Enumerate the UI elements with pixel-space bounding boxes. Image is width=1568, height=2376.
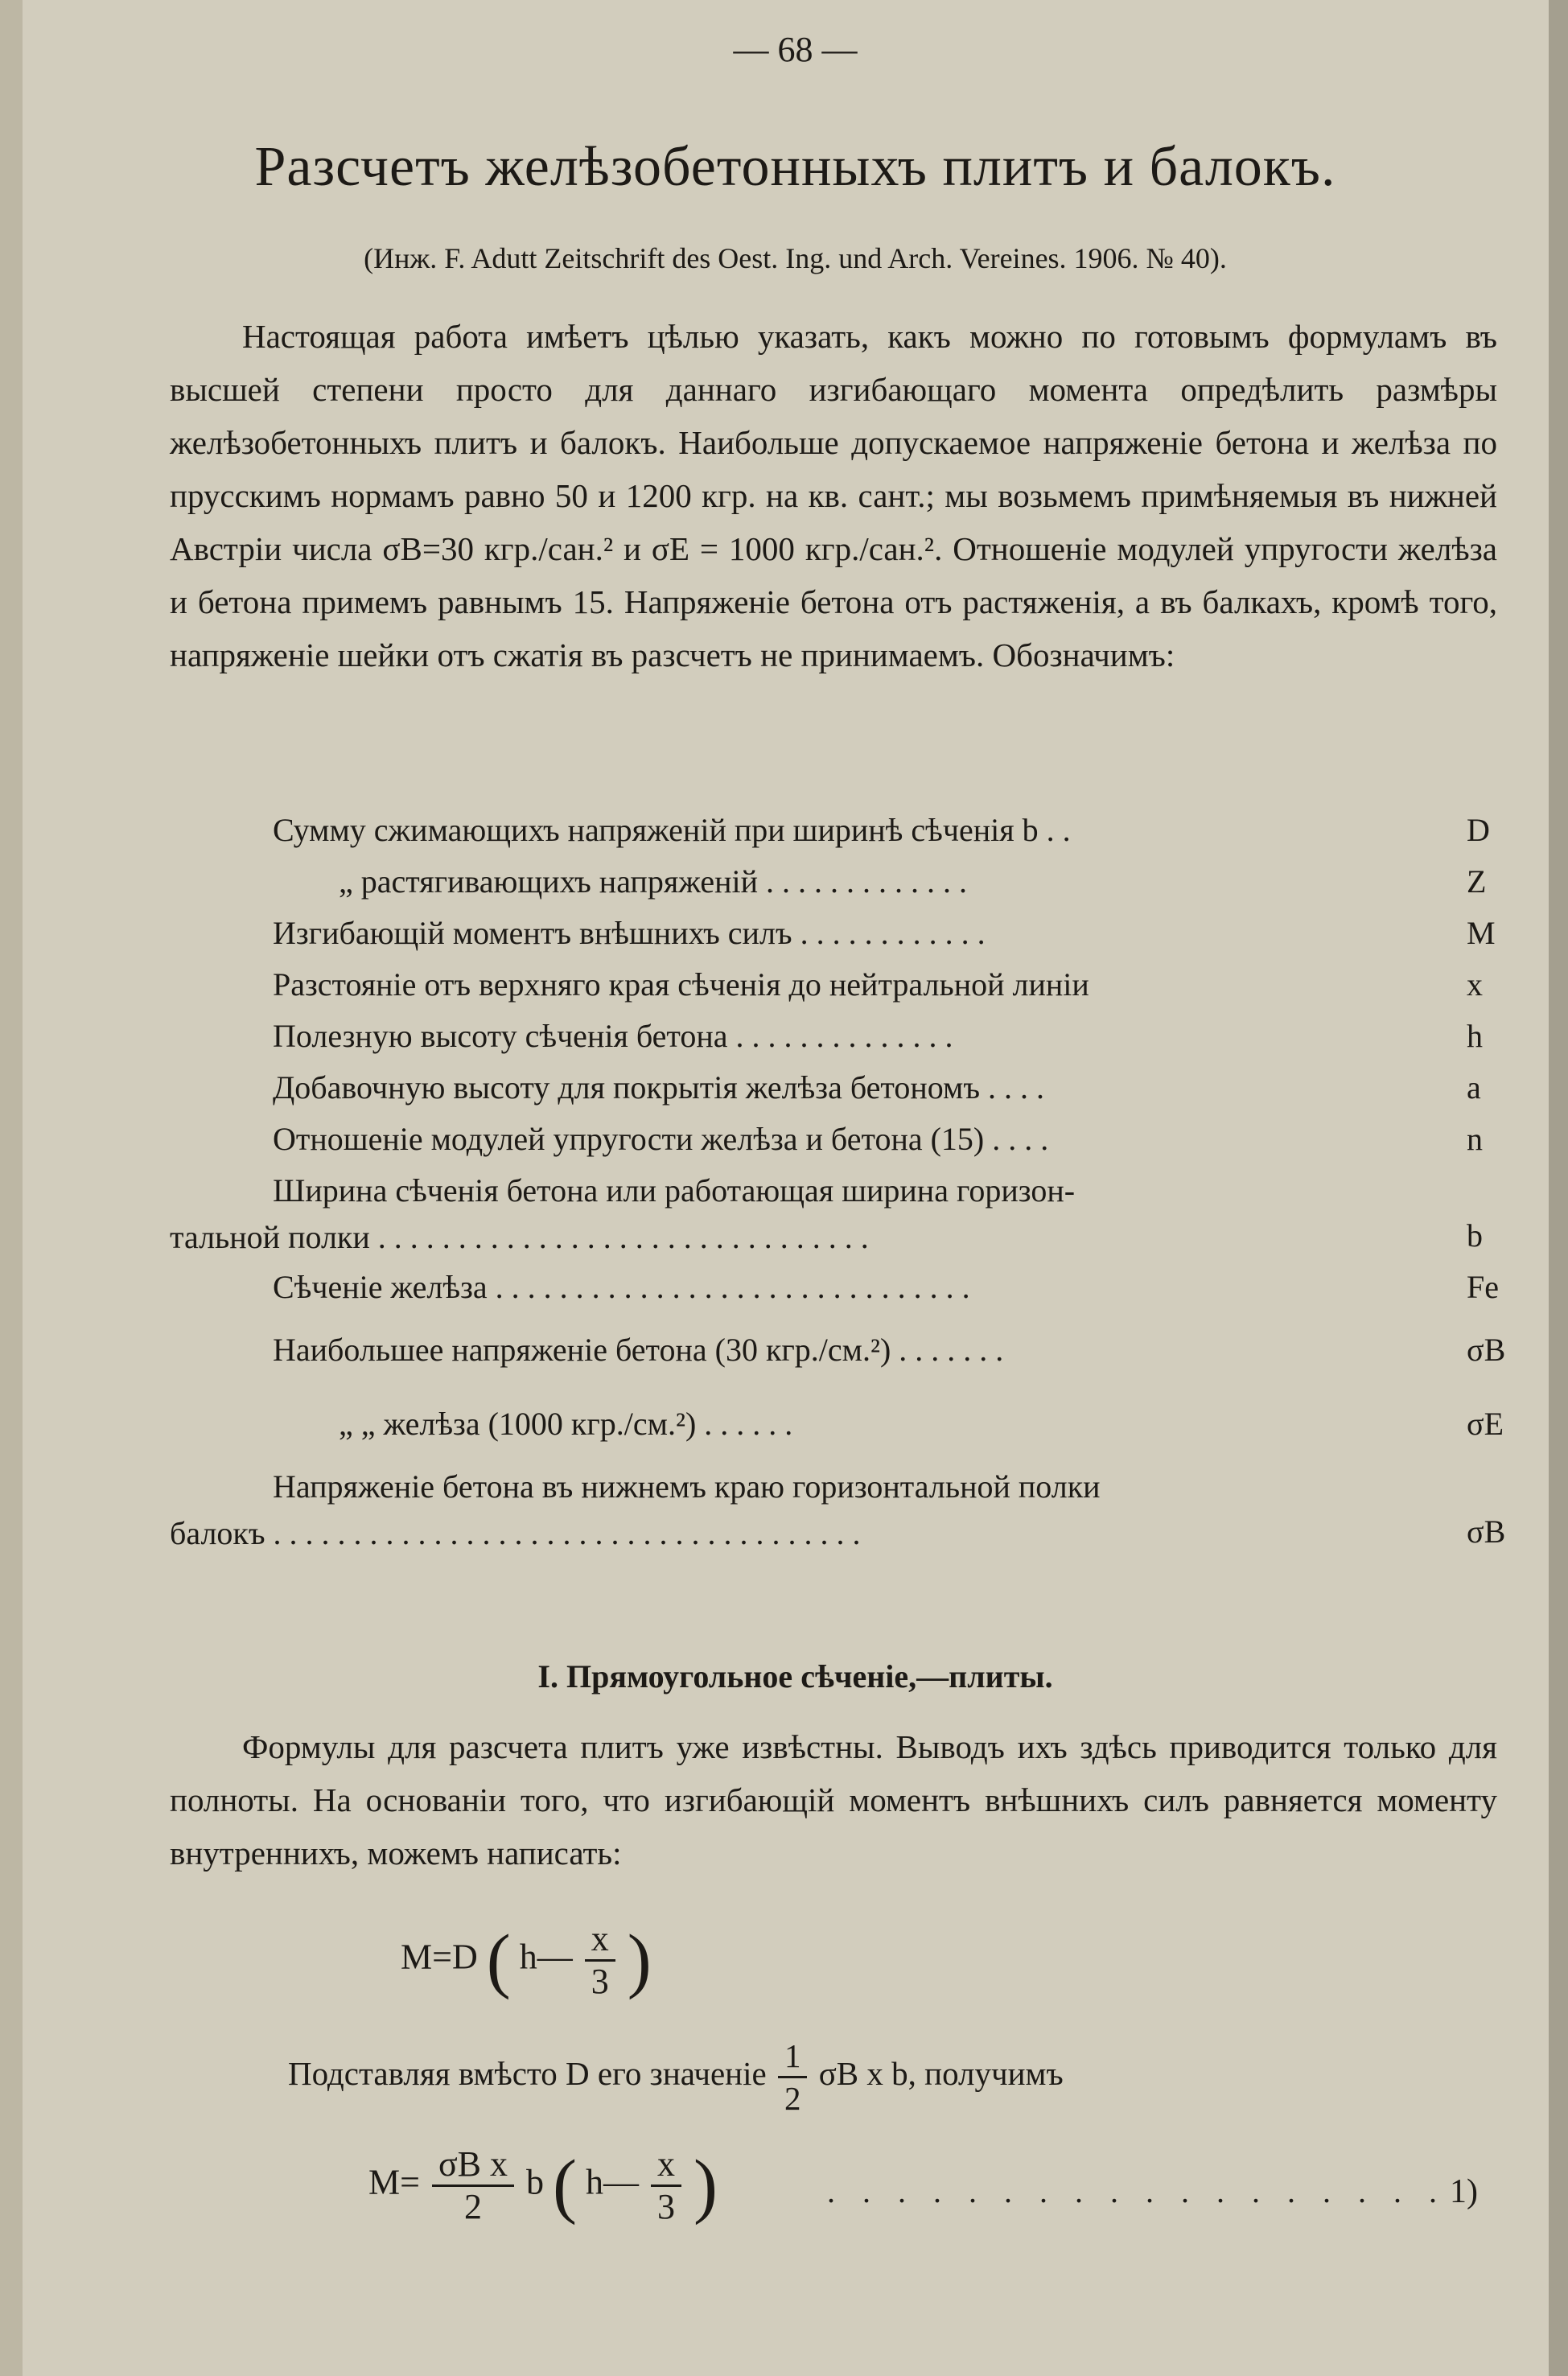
formula-lhs: M= <box>368 2162 420 2202</box>
notation-list <box>170 805 1523 1558</box>
notation-symbol: n <box>1467 1121 1483 1157</box>
notation-label: Разстояніе отъ верхняго края сѣченія до нейтральной линіи <box>273 966 1089 1003</box>
substitution-line: Подставляя вмѣсто D его значеніе $\frac{1}{2}$ σB x b, получимъ <box>288 2037 1064 2117</box>
notation-symbol: σB <box>1467 1513 1506 1550</box>
notation-label: Сумму сжимающихъ напряженій при ширинѣ сѣченія b . . <box>273 812 1071 848</box>
formula-moment-substituted: M= $\frac{\text{σB x}}{2}$ b ( h— $\frac{x}{3}$ ) <box>368 2144 718 2226</box>
notation-label-continued: балокъ . . . . . . . . . . . . . . . . . . . . . . . . . . . . . . . . . . . . . <box>170 1515 861 1551</box>
notation-symbol: D <box>1467 812 1490 848</box>
formula-fraction: $\frac{x}{3}$ <box>585 1919 615 2002</box>
notation-symbol: x <box>1467 966 1483 1003</box>
notation-label-continued: тальной полки . . . . . . . . . . . . . . . . . . . . . . . . . . . . . . . <box>170 1219 869 1255</box>
notation-symbol: Fe <box>1467 1269 1499 1305</box>
half-fraction: $\frac{1}{2}$ <box>778 2036 808 2119</box>
formula-moment: M=D ( h— $\frac{x}{3}$ ) <box>401 1919 652 2001</box>
formula-lhs: M=D <box>401 1937 478 1977</box>
notation-label: Отношеніе модулей упругости желѣза и бетона (15) . . . . <box>273 1121 1049 1157</box>
notation-item <box>170 1062 1523 1114</box>
notation-label: Ширина сѣченія бетона или работающая ширина горизон- <box>273 1172 1076 1209</box>
section-heading: I. Прямоугольное сѣченіе,—плиты. <box>537 1658 1053 1694</box>
notation-item <box>170 1387 1523 1461</box>
notation-item <box>170 959 1523 1011</box>
leader-dots: . . . . . . . . . . . . . . . . . . <box>827 2173 1447 2209</box>
page-spine-shadow <box>1549 0 1568 2376</box>
book-page <box>23 0 1568 2376</box>
notation-label: Наибольшее напряженіе бетона (30 кгр./см.²) . . . . . . . <box>273 1332 1004 1368</box>
notation-item <box>170 805 1523 856</box>
notation-label: Изгибающій моментъ внѣшнихъ силъ . . . . . . . . . . . . <box>273 915 986 951</box>
notation-symbol: M <box>1467 915 1496 951</box>
notation-symbol: a <box>1467 1069 1481 1106</box>
notation-item <box>170 908 1523 959</box>
notation-item <box>170 1461 1523 1558</box>
formula-fraction: $\frac{x}{3}$ <box>651 2144 681 2227</box>
equation-number: 1) <box>1450 2173 1478 2210</box>
notation-symbol: b <box>1467 1217 1483 1254</box>
notation-item <box>170 1165 1523 1262</box>
intro-paragraph: Настоящая работа имѣетъ цѣлью указать, какъ можно по готовымъ формуламъ въ высшей степени просто для даннаго изгибающаго момента опредѣлить размѣры желѣзобетонныхъ плитъ и балокъ. Наибольше допускаемое напряженіе бетона и желѣза по прусскимъ нормамъ равно 50 и 1200 кгр. на кв. сант.; мы возьмемъ примѣняемыя въ нижней Австріи числа σB=30 кгр./сан.² и σE = 1000 кгр./сан.². Отношеніе модулей упругости желѣза и бетона примемъ равнымъ 15. Напряженіе бетона отъ растяженія, а въ балкахъ, кромѣ того, напряженіе шейки отъ сжатія въ разсчетъ не принимаемъ. Обозначимъ: <box>170 318 1497 673</box>
article-title: Разсчетъ желѣзобетонныхъ плитъ и балокъ. <box>254 136 1336 198</box>
notation-symbol: Z <box>1467 863 1487 900</box>
notation-label: Сѣченіе желѣза . . . . . . . . . . . . . . . . . . . . . . . . . . . . . . <box>273 1269 970 1305</box>
article-source: (Инж. F. Adutt Zeitschrift des Oest. Ing. und Arch. Vereines. 1906. № 40). <box>364 242 1227 274</box>
notation-symbol: σB <box>1467 1332 1506 1368</box>
formula-fraction: $\frac{\text{σB x}}{2}$ <box>432 2144 514 2227</box>
section-paragraph: Формулы для разсчета плитъ уже извѣстны. Выводъ ихъ здѣсь приводится только для полноты. На основаніи того, что изгибающій моментъ внѣшнихъ силъ равняется моменту внутреннихъ, можемъ написать: <box>170 1728 1497 1872</box>
notation-item <box>170 1313 1523 1387</box>
notation-item <box>170 1262 1523 1313</box>
notation-label: „ „ желѣза (1000 кгр./см.²) . . . . . . <box>339 1406 793 1442</box>
notation-label: Напряженіе бетона въ нижнемъ краю горизонтальной полки <box>273 1468 1101 1505</box>
notation-item <box>170 856 1523 908</box>
notation-symbol: σE <box>1467 1406 1504 1442</box>
notation-item <box>170 1114 1523 1165</box>
notation-label: „ растягивающихъ напряженій . . . . . . . . . . . . . <box>339 863 968 900</box>
notation-label: Добавочную высоту для покрытія желѣза бетономъ . . . . <box>273 1069 1045 1106</box>
page-number: — 68 — <box>733 30 858 69</box>
formula-term: h— <box>519 1937 573 1977</box>
notation-label: Полезную высоту сѣченія бетона . . . . . . . . . . . . . . <box>273 1018 953 1054</box>
notation-symbol: h <box>1467 1018 1483 1054</box>
notation-item <box>170 1011 1523 1062</box>
